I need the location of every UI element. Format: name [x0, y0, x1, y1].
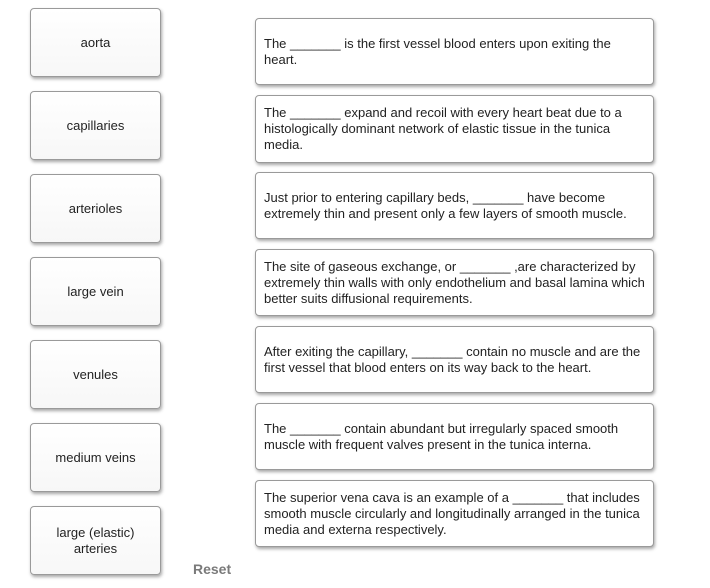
term-label: venules	[73, 366, 118, 382]
term-tile-aorta[interactable]	[30, 8, 161, 77]
statement-text: The site of gaseous exchange, or _______ ,are characterized by extremely thin walls with only endothelium and basal lamina which better suits diffusional requirements.	[264, 258, 645, 306]
term-label: medium veins	[55, 449, 136, 465]
term-tile-arterioles[interactable]	[30, 174, 161, 243]
statement-text: The _______ is the first vessel blood enters upon exiting the heart.	[264, 35, 611, 67]
statement-text: The superior vena cava is an example of a _______ that includes smooth muscle circularly and longitudinally arranged in the tunica media and externa respectively.	[264, 489, 640, 537]
term-tile-venules[interactable]	[30, 340, 161, 409]
drop-target-3[interactable]	[255, 172, 654, 239]
reset-button[interactable]: Reset	[193, 561, 232, 577]
term-tile-capillaries[interactable]	[30, 91, 161, 160]
drop-target-6[interactable]	[255, 403, 654, 470]
statement-text: After exiting the capillary, _______ contain no muscle and are the first vessel that blood enters on its way back to the heart.	[264, 343, 641, 375]
term-label: capillaries	[66, 117, 125, 133]
term-tile-large-elastic-arteries[interactable]	[30, 506, 161, 575]
drop-target-4[interactable]	[255, 249, 654, 316]
statement-text: Just prior to entering capillary beds, _______ have become extremely thin and present only a few layers of smooth muscle.	[264, 189, 627, 221]
term-tile-medium-veins[interactable]	[30, 423, 161, 492]
statement-text: The _______ contain abundant but irregularly spaced smooth muscle with frequent valves present in the tunica interna.	[264, 420, 619, 452]
term-label: large vein	[67, 283, 124, 299]
term-label: large (elastic) arteries	[56, 524, 135, 556]
term-label: aorta	[80, 34, 111, 50]
drop-target-7[interactable]	[255, 480, 654, 547]
statement-text: The _______ expand and recoil with every heart beat due to a histologically dominant network of elastic tissue in the tunica media.	[264, 105, 622, 152]
term-tile-large-vein[interactable]	[30, 257, 161, 326]
term-label: arterioles	[68, 200, 123, 216]
drop-target-2[interactable]	[255, 95, 654, 163]
drop-target-1[interactable]	[255, 18, 654, 85]
drop-target-5[interactable]	[255, 326, 654, 393]
